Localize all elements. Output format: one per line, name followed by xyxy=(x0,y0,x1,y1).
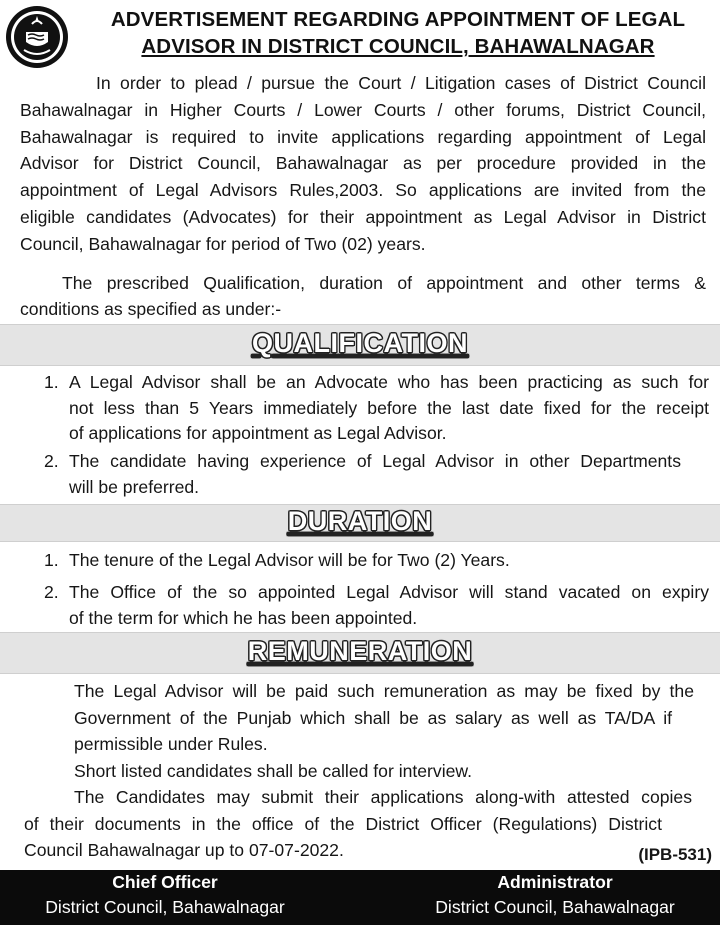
intro-line: conditions as specified as under:- xyxy=(20,299,282,319)
signatory-title: Chief Officer xyxy=(112,872,218,892)
signatory-office: District Council, Bahawalnagar xyxy=(435,897,675,917)
list-number: 2. xyxy=(44,582,59,602)
list-line: A Legal Advisor shall be an Advocate who has been practicing as such for xyxy=(69,372,709,392)
ipb-reference-number: (IPB-531) xyxy=(638,845,712,864)
remuneration-line: Council Bahawalnagar up to 07-07-2022. xyxy=(24,840,344,860)
remuneration-heading-band xyxy=(0,632,720,674)
title-line-1: ADVERTISEMENT REGARDING APPOINTMENT OF LEGAL xyxy=(110,8,686,31)
punjab-government-emblem-icon xyxy=(4,4,70,70)
qualification-heading-band xyxy=(0,324,720,366)
intro-line: In order to plead / pursue the Court / Litigation cases of District Council xyxy=(96,73,706,93)
list-number: 1. xyxy=(44,550,59,570)
list-item xyxy=(44,370,708,448)
intro-line: eligible candidates (Advocates) for their appointment as Legal Advisor in District xyxy=(20,207,706,227)
list-line: The candidate having experience of Legal Advisor in other Departments xyxy=(69,451,681,471)
remuneration-line: permissible under Rules. xyxy=(74,734,268,754)
remuneration-line: The Candidates may submit their applications along-with attested copies xyxy=(74,787,692,807)
qualification-heading: QUALIFICATION xyxy=(252,328,468,358)
duration-heading: DURATION xyxy=(287,506,433,536)
list-line: The Office of the so appointed Legal Advisor will stand vacated on expiry xyxy=(69,582,709,602)
remuneration-line: Government of the Punjab which shall be as salary as well as TA/DA if xyxy=(74,707,672,728)
administrator-signature xyxy=(410,870,700,920)
signatory-office: District Council, Bahawalnagar xyxy=(45,897,285,917)
remuneration-line: Short listed candidates shall be called for interview. xyxy=(74,760,473,781)
remuneration-line: The Legal Advisor will be paid such remuneration as may be fixed by the xyxy=(74,681,694,701)
list-item xyxy=(44,449,708,501)
intro-line: appointment of Legal Advisors Rules,2003. So applications are invited from the xyxy=(20,180,706,201)
remuneration-line: of their documents in the office of the District Officer (Regulations) District xyxy=(24,813,662,834)
list-line: The tenure of the Legal Advisor will be for Two (2) Years. xyxy=(69,550,510,570)
remuneration-heading: REMUNERATION xyxy=(247,636,473,666)
intro-line: The prescribed Qualification, duration of appointment and other terms & xyxy=(62,273,706,293)
advertisement-header xyxy=(0,0,720,72)
list-number: 2. xyxy=(44,451,59,471)
page-title xyxy=(78,6,718,60)
duration-heading-band xyxy=(0,504,720,542)
list-line: not less than 5 Years immediately before the last date fixed for the receipt xyxy=(69,397,709,418)
signatory-title: Administrator xyxy=(497,872,613,892)
signature-footer xyxy=(0,870,720,925)
list-line: of applications for appointment as Legal Advisor. xyxy=(69,423,447,443)
list-line: of the term for which he has been appointed. xyxy=(69,607,418,628)
intro-line: Advisor for District Council, Bahawalnagar as per procedure provided in the xyxy=(20,153,706,174)
list-item xyxy=(44,548,708,574)
intro-line: Bahawalnagar in Higher Courts / Lower Courts / other forums, District Council, xyxy=(20,99,706,120)
list-number: 1. xyxy=(44,372,59,392)
list-line: will be preferred. xyxy=(69,476,200,497)
title-line-2: ADVISOR IN DISTRICT COUNCIL, BAHAWALNAGAR xyxy=(141,35,655,58)
list-item xyxy=(44,580,708,632)
intro-line: Council, Bahawalnagar for period of Two (02) years. xyxy=(20,233,426,254)
intro-line: Bahawalnagar is required to invite applications regarding appointment of Legal xyxy=(20,126,706,147)
chief-officer-signature xyxy=(20,870,310,920)
